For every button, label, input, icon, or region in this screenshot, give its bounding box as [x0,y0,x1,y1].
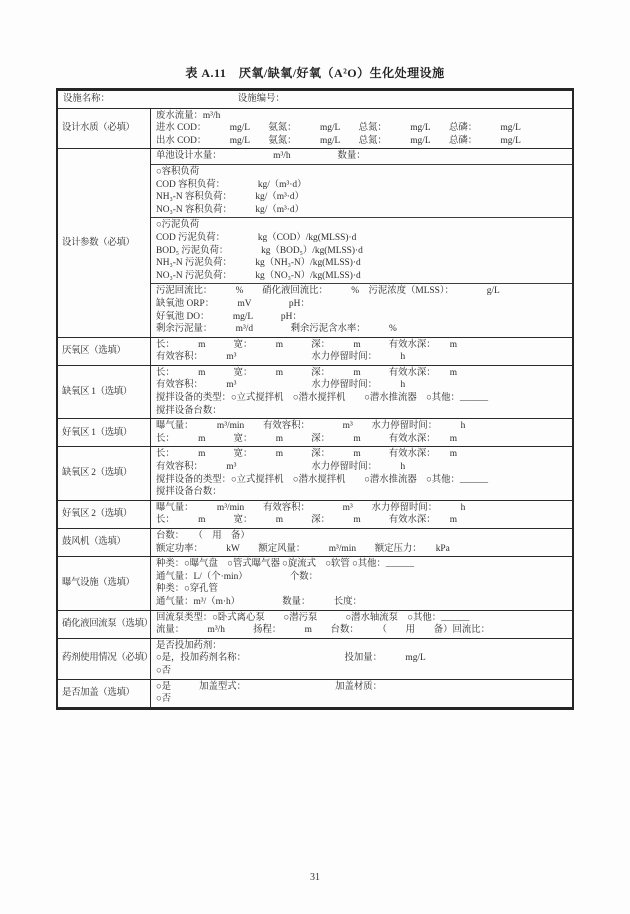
form-line: 曝气量： m³/min 有效容积： m³ 水力停留时间： h [156,421,466,432]
section-label: 好氧区 2（选填） [58,501,151,528]
section-content [151,557,572,609]
row-blower [58,528,572,556]
form-line: 通气量：m³/（m·h） 数量： 长度： [156,596,362,607]
row-anoxic-zone-2 [58,446,572,499]
form-line: 长： m 宽： m 深： m 有效水深： m [156,339,458,350]
form-line: COD 容积负荷： kg/（m³·d） [156,179,307,190]
form-line: 种类：○穿孔管 [156,584,218,595]
row-nitrified-recycle-pump [58,610,572,638]
section-content [151,419,572,446]
param-block-sludge-load [151,217,572,283]
facility-header-row [58,91,572,108]
section-label: 鼓风机（选填） [58,529,151,556]
param-block-recycle [151,283,572,336]
form-line: 有效容积： m³ 水力停留时间： h [156,352,406,363]
form-line: 长： m 宽： m 深： m 有效水深： m [156,367,458,378]
section-label: 曝气设施（选填） [58,557,151,609]
section-content [151,338,572,365]
facility-name-label: 设施名称： [63,94,110,104]
form-line: 出水 COD： mg/L 氨氮： mg/L 总氮： mg/L 总磷： mg/L [156,135,521,146]
form-line: ○污泥负荷 [156,220,200,231]
row-chemical-usage [58,638,572,679]
section-content [151,639,572,679]
form-line: ○否 [156,694,172,705]
section-label: 缺氧区 1（选填） [58,366,151,418]
form-line: 搅拌设备台数： [156,487,222,498]
row-aerobic-zone-2 [58,500,572,528]
section-label: 厌氧区（选填） [58,338,151,365]
param-block-single-tank [151,149,572,164]
form-line: 回流泵类型：○卧式离心泵 ○潜污泵 ○潜水轴流泵 ○其他：______ [156,612,470,623]
section-label: 设计水质（必填） [58,109,151,149]
section-label: 药剂使用情况（必填） [58,639,151,679]
form-line: ○容积负荷 [156,166,200,177]
section-content [151,447,572,499]
form-line: NO₃-N 污泥负荷： kg（NO₃-N）/kg(MLSS)·d [156,270,361,281]
page-number: 31 [310,872,320,883]
form-line: ○是，投加药剂名称： 投加量： mg/L [156,653,426,664]
form-line: 台数： （ 用 备） [156,531,250,541]
section-content [151,529,572,556]
row-anoxic-zone-1 [58,365,572,418]
form-line: 废水流量：m³/h [156,110,221,121]
row-anaerobic-zone [58,337,572,365]
section-label: 是否加盖（选填） [58,680,151,707]
form-line: BOD₅ 污泥负荷： kg（BOD₅）/kg(MLSS)·d [156,245,363,256]
form-line: COD 污泥负荷： kg（COD）/kg(MLSS)·d [156,232,357,243]
section-label: 好氧区 1（选填） [58,419,151,446]
form-line: 搅拌设备的类型：○立式搅拌机 ○潜水搅拌机 ○潜水推流器 ○其他：______ [156,474,489,485]
form-line: 有效容积： m³ 水力停留时间： h [156,380,406,391]
form-line: NO₃-N 容积负荷： kg/（m³·d） [156,204,304,215]
section-label: 硝化液回流泵（选填） [58,611,151,638]
form-line: NH₃-N 容积负荷： kg/（m³·d） [156,192,304,203]
form-line: 是否投加药剂： [156,640,222,651]
form-line: 通气量：L/（个·min） 个数： [156,571,318,582]
param-block-volume-load [151,164,572,217]
form-line: 污泥回流比： % 硝化液回流比： % 污泥浓度（MLSS）： g/L [156,286,500,297]
form-line: 缺氧池 ORP： mV pH： [156,298,310,309]
form-line: 种类：○曝气盘 ○管式曝气器 ○旋流式 ○软管 ○其他：______ [156,559,415,570]
section-content [151,109,572,149]
form-line: 搅拌设备的类型：○立式搅拌机 ○潜水搅拌机 ○潜水推流器 ○其他：______ [156,393,489,404]
section-label: 缺氧区 2（选填） [58,447,151,499]
form-line: 搅拌设备台数： [156,405,222,416]
form-line: NH₃-N 污泥负荷： kg（NH₃-N）/kg(MLSS)·d [156,258,361,269]
form-line: 长： m 宽： m 深： m 有效水深： m [156,515,458,526]
table-title: 表 A.11 厌氧/缺氧/好氧（A²O）生化处理设施 [185,66,445,80]
section-content [151,501,572,528]
form-line: 流量： m³/h 扬程： m 台数： （ 用 备）回流比： [156,625,491,636]
section-content [151,611,572,638]
form-line: 额定功率： kW 额定风量： m³/min 额定压力： kPa [156,543,450,554]
form-line: 曝气量： m³/min 有效容积： m³ 水力停留时间： h [156,502,466,513]
row-design-parameters [58,148,572,336]
form-line: 有效容积： m³ 水力停留时间： h [156,462,406,473]
section-content [151,366,572,418]
form-line: 长： m 宽： m 深： m 有效水深： m [156,433,458,444]
form-line: 进水 COD： mg/L 氨氮： mg/L 总氮： mg/L 总磷： mg/L [156,123,521,134]
section-content [151,680,572,707]
form-line: 单池设计水量： m³/h 数量： [156,151,366,162]
section-label: 设计参数（必填） [58,149,151,336]
form-line: ○否 [156,665,172,676]
row-aerobic-zone-1 [58,418,572,446]
facility-id-label: 设施编号： [237,94,285,104]
form-line: 好氧池 DO： mg/L pH： [156,311,302,322]
section-content [151,149,572,336]
form-line: 长： m 宽： m 深： m 有效水深： m [156,449,458,460]
row-aeration-facility [58,556,572,609]
row-cover [58,679,572,707]
a2o-facility-form-table [56,88,574,710]
form-line: ○是 加盖型式： 加盖材质： [156,681,382,692]
row-design-water-quality [58,108,572,149]
form-line: 剩余污泥量： m³/d 剩余污泥含水率： % [156,324,397,335]
